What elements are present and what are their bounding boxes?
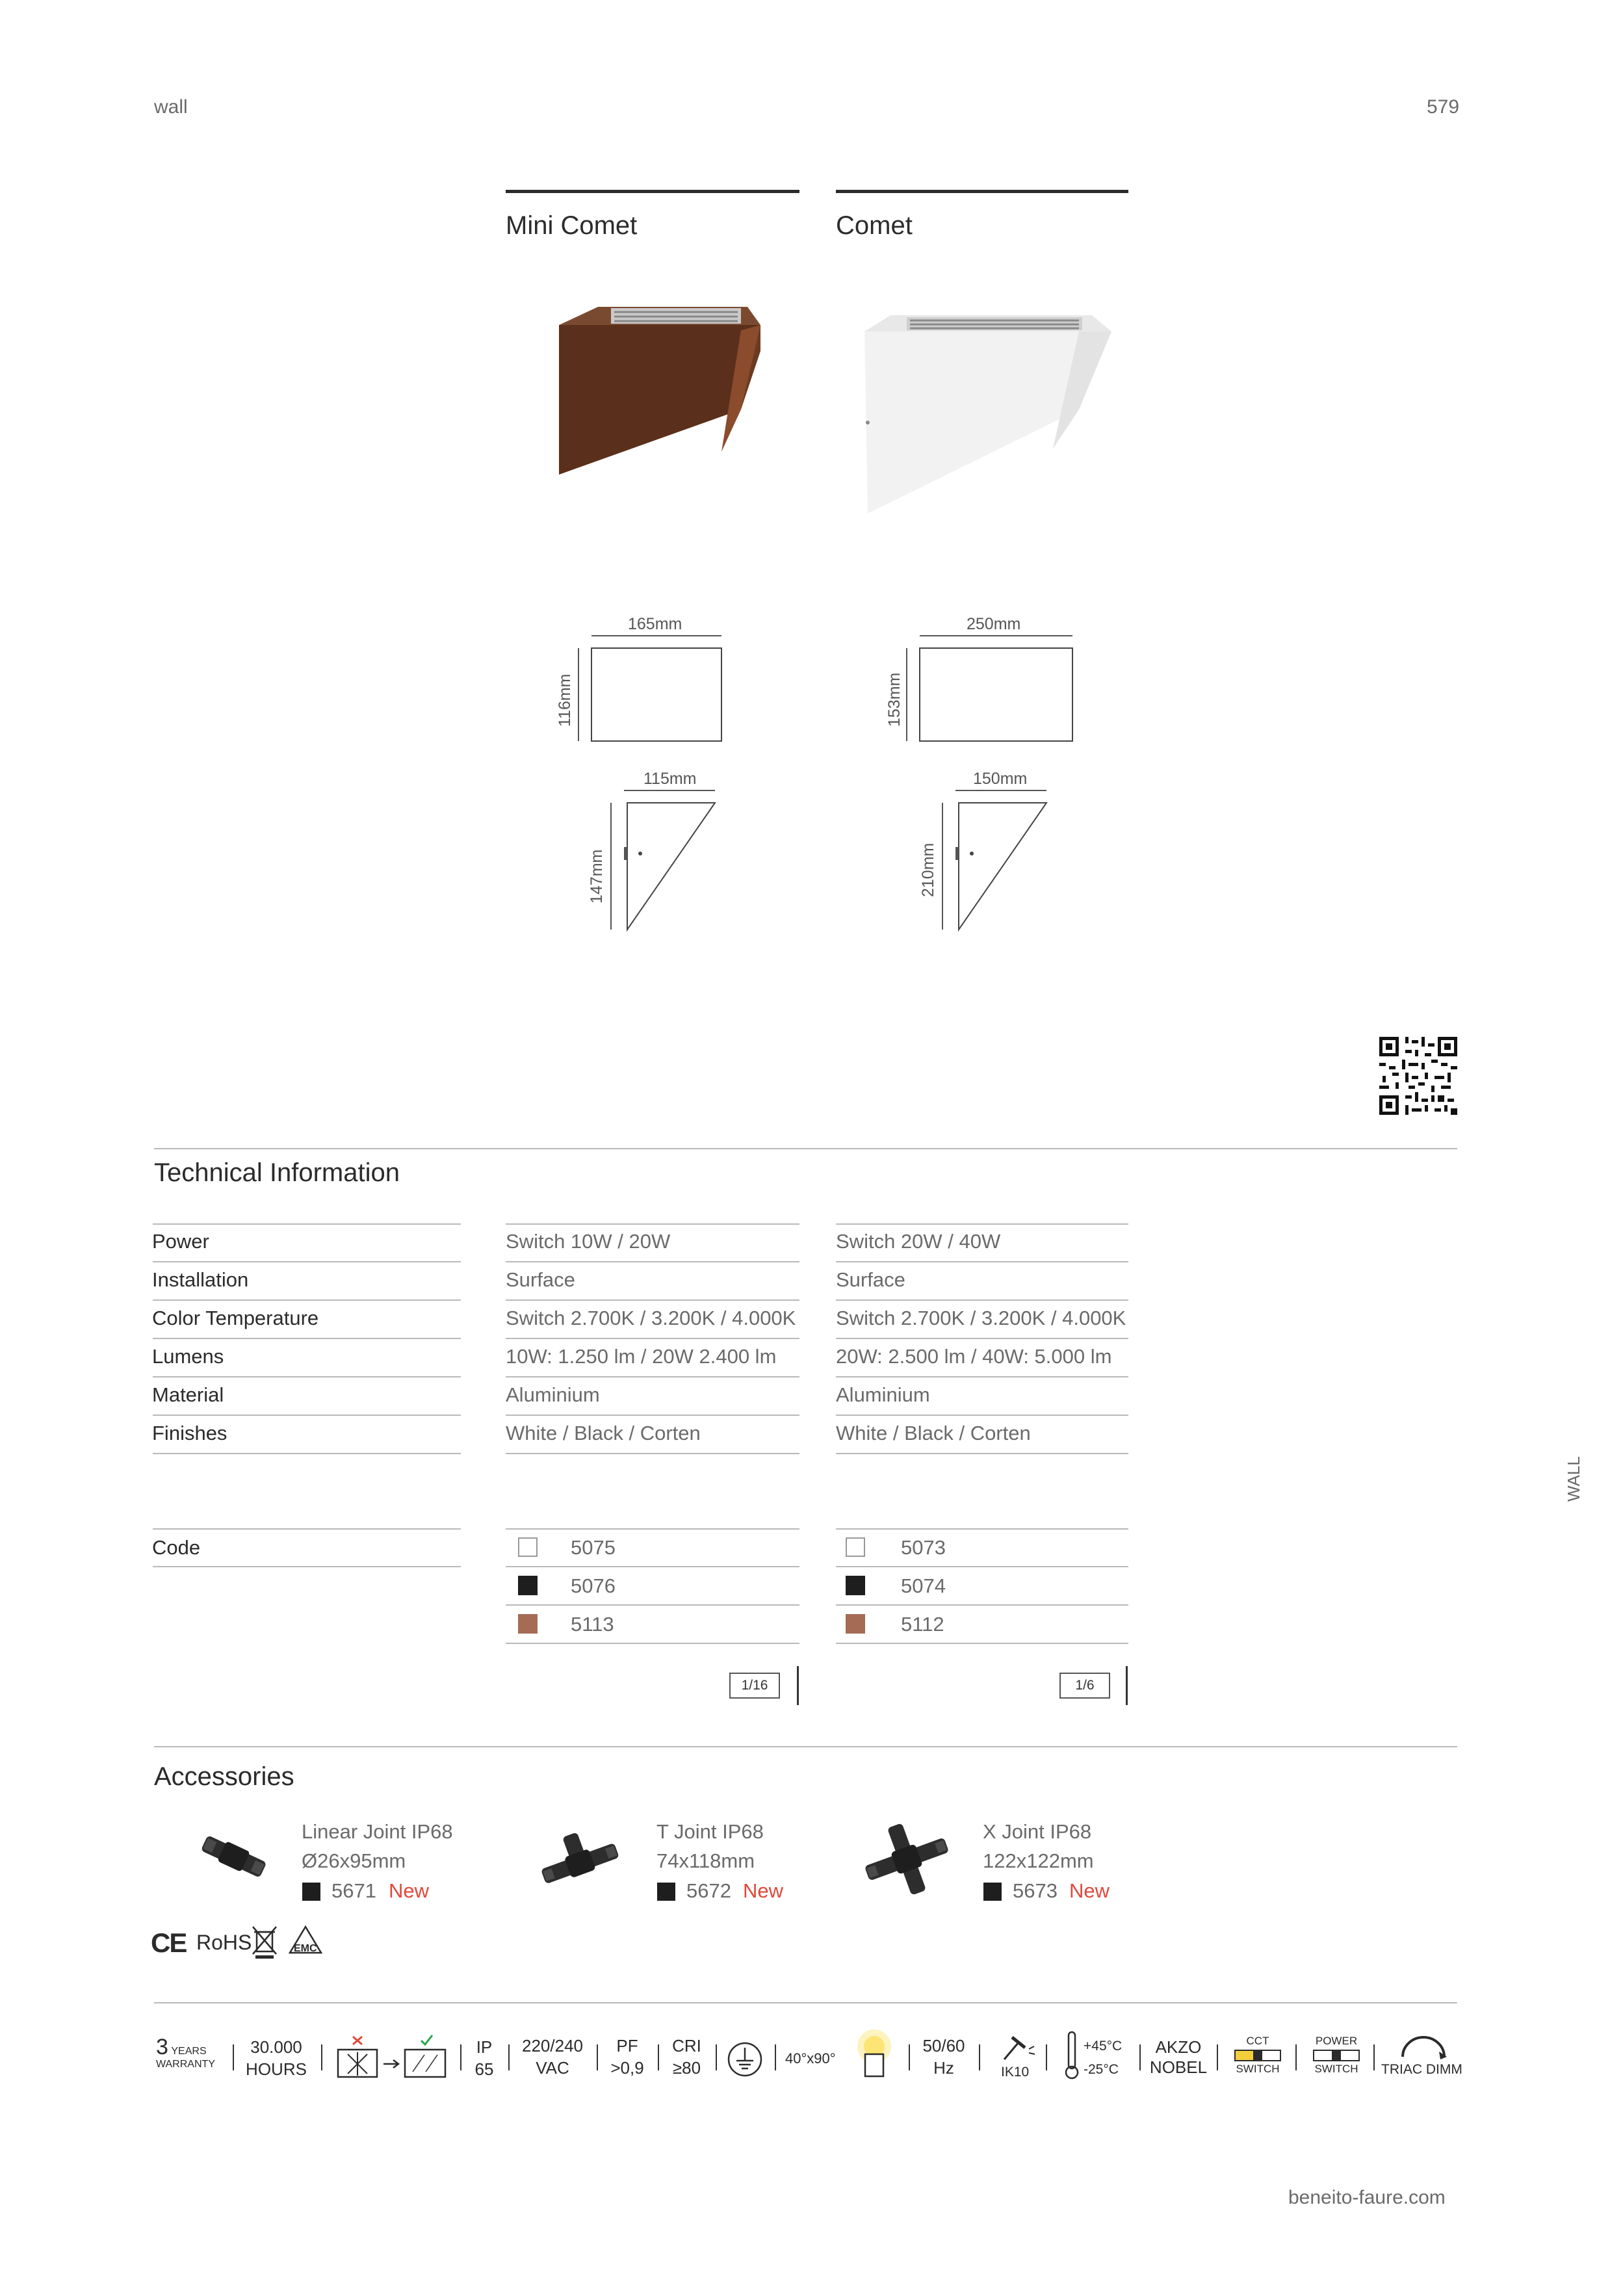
glass-replacement-icon <box>335 2031 452 2083</box>
row-divider <box>153 1566 461 1567</box>
accessory-3-size: 122x122mm <box>983 1849 1094 1872</box>
comet-lumens: 20W: 2.500 lm / 40W: 5.000 lm <box>836 1345 1112 1368</box>
mini-comet-code-corten: 5113 <box>571 1613 614 1636</box>
comet-power: Switch 20W / 40W <box>836 1230 1001 1253</box>
mini-comet-front-drawing <box>552 631 734 748</box>
voltage-icon <box>517 2035 588 2079</box>
mini-comet-side-drawing <box>585 785 728 935</box>
black-finish-swatch <box>518 1576 538 1595</box>
frequency-value: 50/60 <box>922 2036 965 2055</box>
corten-finish-swatch <box>846 1614 865 1634</box>
corten-finish-swatch <box>518 1614 538 1634</box>
mini-comet-power: Switch 10W / 20W <box>506 1230 671 1253</box>
icon-separator <box>321 2044 322 2070</box>
accessory-1-name: Linear Joint IP68 <box>302 1820 453 1843</box>
row-divider <box>153 1338 461 1339</box>
comet-side-height: 210mm <box>919 842 937 897</box>
power-switch-label: SWITCH <box>1314 2063 1358 2075</box>
mini-comet-finishes: White / Black / Corten <box>506 1422 701 1444</box>
page-number: 579 <box>1427 96 1460 118</box>
spec-label-power: Power <box>152 1230 209 1253</box>
beam-light-icon <box>851 2022 897 2087</box>
cri-icon <box>666 2035 708 2079</box>
triac-dimm-label: TRIAC DIMM <box>1381 2062 1462 2077</box>
impact-hammer-icon <box>998 2033 1037 2062</box>
emc-icon <box>287 1924 324 1957</box>
linear-joint-image <box>195 1830 273 1882</box>
power-switch-graphic <box>1313 2050 1360 2061</box>
ip-label: IP <box>476 2037 493 2057</box>
mini-comet-material: Aluminium <box>506 1383 600 1406</box>
x-joint-image <box>858 1820 955 1898</box>
warranty-icon <box>156 2035 221 2070</box>
icon-separator <box>460 2044 461 2070</box>
row-divider <box>836 1223 1128 1225</box>
row-divider <box>506 1604 799 1606</box>
thermometer-icon <box>1063 2029 1080 2081</box>
voltage-label: VAC <box>536 2058 569 2078</box>
row-divider <box>153 1223 461 1225</box>
pf-value: >0,9 <box>610 2058 644 2078</box>
accessories-title: Accessories <box>154 1762 294 1791</box>
code-label: Code <box>152 1536 201 1559</box>
cri-value: ≥80 <box>672 2058 701 2078</box>
power-factor-icon <box>604 2035 650 2079</box>
spec-label-finishes: Finishes <box>152 1422 227 1444</box>
mini-comet-pack-box-icon: 1/16 <box>729 1673 780 1699</box>
ik-rating-label: IK10 <box>1001 2065 1030 2080</box>
row-divider <box>836 1299 1128 1301</box>
icon-separator <box>775 2044 776 2070</box>
rohs-label: RoHS <box>196 1931 252 1954</box>
accessory-3-name: X Joint IP68 <box>983 1820 1092 1843</box>
spec-label-installation: Installation <box>152 1268 249 1291</box>
technical-info-title: Technical Information <box>154 1158 400 1187</box>
mini-comet-side-depth: 115mm <box>643 770 697 788</box>
row-divider <box>506 1415 799 1416</box>
dimmer-arc-icon <box>1397 2033 1449 2059</box>
ip-rating-icon <box>469 2036 499 2080</box>
accessory-2-name: T Joint IP68 <box>656 1820 764 1843</box>
row-divider <box>836 1261 1128 1262</box>
white-finish-swatch <box>518 1537 538 1557</box>
voltage-value: 220/240 <box>522 2036 583 2055</box>
icon-separator <box>1373 2044 1375 2070</box>
power-label: POWER <box>1315 2035 1358 2047</box>
mini-comet-lumens: 10W: 1.250 lm / 20W 2.400 lm <box>506 1345 777 1368</box>
beam-angle-label: 40°x90° <box>785 2050 836 2067</box>
power-switch-icon <box>1310 2035 1363 2076</box>
row-divider <box>506 1566 799 1567</box>
comet-finishes: White / Black / Corten <box>836 1422 1031 1444</box>
product-divider <box>506 190 799 193</box>
section-divider <box>154 2002 1457 2003</box>
comet-front-width: 250mm <box>967 615 1021 633</box>
nobel-label: NOBEL <box>1149 2057 1208 2077</box>
accessory-1-size: Ø26x95mm <box>302 1849 406 1872</box>
row-divider <box>153 1261 461 1262</box>
spec-label-material: Material <box>152 1383 224 1406</box>
pack-divider <box>1126 1666 1128 1705</box>
row-divider <box>153 1376 461 1377</box>
row-divider <box>506 1299 799 1301</box>
row-divider <box>506 1223 799 1225</box>
row-divider <box>836 1338 1128 1339</box>
row-divider <box>836 1566 1128 1567</box>
comet-code-corten: 5112 <box>901 1613 944 1636</box>
warranty-number: 3 <box>156 2035 168 2059</box>
icon-separator <box>979 2044 980 2070</box>
hours-value: 30.000 <box>250 2037 302 2057</box>
spec-label-color-temperature: Color Temperature <box>152 1307 319 1329</box>
qr-code[interactable] <box>1379 1037 1457 1115</box>
section-name: wall <box>154 96 188 118</box>
pack-divider <box>797 1666 799 1705</box>
row-divider <box>153 1528 461 1530</box>
row-divider <box>506 1338 799 1339</box>
accessory-2-code: 5672 <box>686 1879 731 1902</box>
row-divider <box>506 1261 799 1262</box>
cct-switch-graphic <box>1234 2050 1281 2061</box>
akzo-label: AKZO <box>1155 2037 1202 2057</box>
row-divider <box>506 1453 799 1454</box>
icon-separator <box>597 2044 598 2070</box>
hours-label: HOURS <box>246 2059 307 2079</box>
mini-comet-color-temperature: Switch 2.700K / 3.200K / 4.000K <box>506 1307 796 1329</box>
icon-separator <box>1139 2044 1141 2070</box>
comet-side-drawing <box>916 785 1059 935</box>
mini-comet-front-height: 116mm <box>556 673 574 727</box>
website-link[interactable]: beneito-faure.com <box>1288 2187 1446 2208</box>
mini-comet-product-image <box>552 299 767 481</box>
comet-side-depth: 150mm <box>973 770 1028 788</box>
white-finish-swatch <box>846 1537 865 1557</box>
comet-product-image <box>858 312 1118 520</box>
section-divider <box>154 1148 1457 1149</box>
accessory-1-new-badge: New <box>389 1879 430 1902</box>
side-tab: WALL <box>1564 1456 1583 1502</box>
row-divider <box>836 1415 1128 1416</box>
comet-front-height: 153mm <box>885 672 903 727</box>
row-divider <box>836 1376 1128 1377</box>
row-divider <box>506 1643 799 1644</box>
akzo-nobel-icon <box>1147 2037 1210 2078</box>
row-divider <box>506 1528 799 1530</box>
earth-ground-icon <box>727 2041 763 2078</box>
icon-separator <box>909 2044 910 2070</box>
mini-comet-front-width: 165mm <box>628 615 682 633</box>
black-finish-swatch <box>983 1883 1002 1901</box>
comet-color-temperature: Switch 2.700K / 3.200K / 4.000K <box>836 1307 1126 1329</box>
cct-switch-icon <box>1232 2035 1284 2076</box>
accessory-2-size: 74x118mm <box>656 1849 755 1872</box>
accessory-2-new-badge: New <box>743 1879 784 1902</box>
product-divider <box>836 190 1128 193</box>
icon-separator <box>1295 2044 1297 2070</box>
accessory-1-code: 5671 <box>331 1879 376 1902</box>
hours-icon <box>240 2036 312 2080</box>
icon-separator <box>233 2044 234 2070</box>
warranty-label: WARRANTY <box>156 2059 215 2070</box>
row-divider <box>153 1415 461 1416</box>
row-divider <box>153 1453 461 1454</box>
mini-comet-installation: Surface <box>506 1268 575 1291</box>
icon-separator <box>1046 2044 1047 2070</box>
product-title-comet: Comet <box>836 211 913 240</box>
row-divider <box>506 1376 799 1377</box>
comet-code-black: 5074 <box>901 1574 946 1597</box>
section-divider <box>154 1746 1457 1747</box>
ce-mark-icon: CE <box>151 1927 187 1958</box>
temperature-min: -25°C <box>1084 2062 1119 2077</box>
row-divider <box>836 1643 1128 1644</box>
black-finish-swatch <box>846 1576 865 1595</box>
row-divider <box>153 1299 461 1301</box>
icon-separator <box>1217 2044 1218 2070</box>
icon-separator <box>508 2044 510 2070</box>
product-title-mini-comet: Mini Comet <box>506 211 638 240</box>
frequency-icon <box>918 2035 970 2079</box>
pf-label: PF <box>616 2036 638 2055</box>
black-finish-swatch <box>302 1883 320 1901</box>
icon-separator <box>716 2044 717 2070</box>
accessory-3-new-badge: New <box>1069 1879 1110 1902</box>
temperature-max: +45°C <box>1084 2039 1123 2054</box>
cri-label: CRI <box>672 2036 701 2055</box>
black-finish-swatch <box>657 1883 675 1901</box>
mini-comet-code-white: 5075 <box>571 1536 616 1559</box>
frequency-label: Hz <box>933 2058 954 2078</box>
warranty-unit: YEARS <box>171 2046 207 2057</box>
t-joint-image <box>533 1827 624 1892</box>
icon-separator <box>658 2044 659 2070</box>
cct-label: CCT <box>1246 2035 1269 2047</box>
spec-label-lumens: Lumens <box>152 1345 224 1368</box>
weee-bin-icon <box>250 1924 279 1959</box>
accessory-3-code: 5673 <box>1013 1879 1058 1902</box>
cct-switch-label: SWITCH <box>1236 2063 1280 2075</box>
row-divider <box>836 1604 1128 1606</box>
comet-code-white: 5073 <box>901 1536 946 1559</box>
temperature-range <box>1084 2035 1122 2081</box>
row-divider <box>836 1528 1128 1530</box>
comet-front-drawing <box>884 631 1079 748</box>
mini-comet-side-height: 147mm <box>588 849 606 904</box>
comet-installation: Surface <box>836 1268 905 1291</box>
comet-pack-box-icon: 1/6 <box>1059 1673 1110 1699</box>
svg-text:EMC: EMC <box>294 1943 317 1954</box>
mini-comet-code-black: 5076 <box>571 1574 616 1597</box>
row-divider <box>836 1453 1128 1454</box>
ip-value: 65 <box>474 2059 494 2079</box>
comet-material: Aluminium <box>836 1383 930 1406</box>
